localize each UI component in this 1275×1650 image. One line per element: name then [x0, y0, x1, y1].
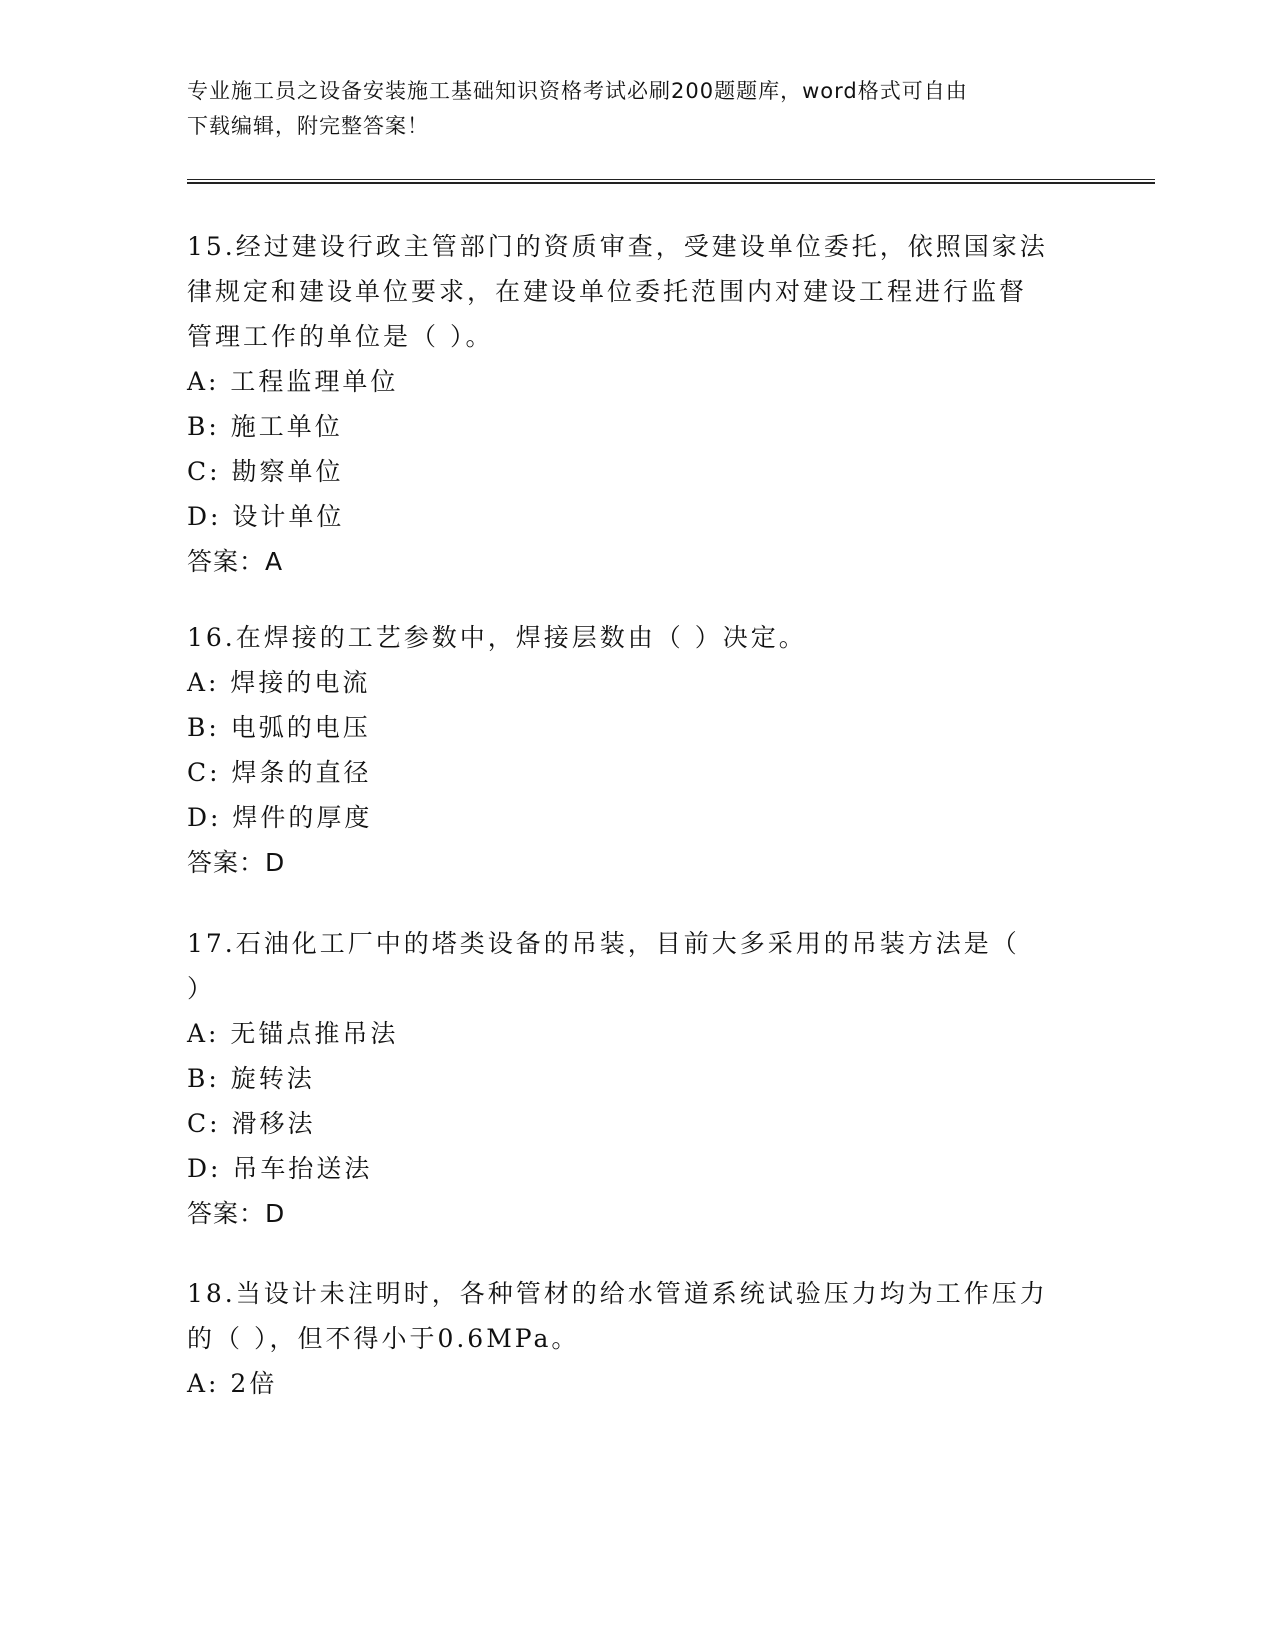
question-17	[187, 921, 1087, 1236]
question-stem-line: 15.经过建设行政主管部门的资质审查，受建设单位委托，依照国家法	[187, 232, 1048, 261]
header-divider-thick	[187, 182, 1155, 184]
header-line-2: 下载编辑，附完整答案！	[187, 114, 429, 138]
option-a: A: 无锚点推吊法	[187, 1019, 399, 1048]
header-divider-thin	[187, 179, 1155, 180]
option-d: D: 焊件的厚度	[187, 803, 373, 832]
question-stem-line: 管理工作的单位是（ ）。	[187, 322, 494, 351]
option-a: A: 焊接的电流	[187, 668, 371, 697]
answer-line: 答案：D	[187, 848, 286, 877]
question-16	[187, 615, 1087, 885]
option-c: C: 滑移法	[187, 1109, 316, 1138]
option-c: C: 勘察单位	[187, 457, 344, 486]
question-stem-line: 17.石油化工厂中的塔类设备的吊装，目前大多采用的吊装方法是（	[187, 929, 1020, 958]
question-15	[187, 224, 1087, 584]
option-a: A: 2倍	[187, 1369, 278, 1398]
answer-line: 答案：D	[187, 1199, 286, 1228]
answer-line: 答案：A	[187, 547, 284, 576]
option-b: B: 施工单位	[187, 412, 343, 441]
option-d: D: 设计单位	[187, 502, 345, 531]
question-stem-line: ）	[187, 974, 216, 1003]
question-18	[187, 1271, 1087, 1406]
option-a: A: 工程监理单位	[187, 367, 399, 396]
question-stem-line: 16.在焊接的工艺参数中，焊接层数由（ ）决定。	[187, 623, 807, 652]
question-stem-line: 的（ ），但不得小于0.6MPa。	[187, 1324, 580, 1353]
document-header	[187, 74, 1067, 144]
question-stem-line: 18.当设计未注明时，各种管材的给水管道系统试验压力均为工作压力	[187, 1279, 1048, 1308]
question-stem-line: 律规定和建设单位要求，在建设单位委托范围内对建设工程进行监督	[187, 277, 1028, 306]
header-line-1: 专业施工员之设备安装施工基础知识资格考试必刷200题题库，word格式可自由	[187, 79, 968, 103]
option-b: B: 电弧的电压	[187, 713, 371, 742]
option-c: C: 焊条的直径	[187, 758, 372, 787]
option-b: B: 旋转法	[187, 1064, 315, 1093]
option-d: D: 吊车抬送法	[187, 1154, 373, 1183]
